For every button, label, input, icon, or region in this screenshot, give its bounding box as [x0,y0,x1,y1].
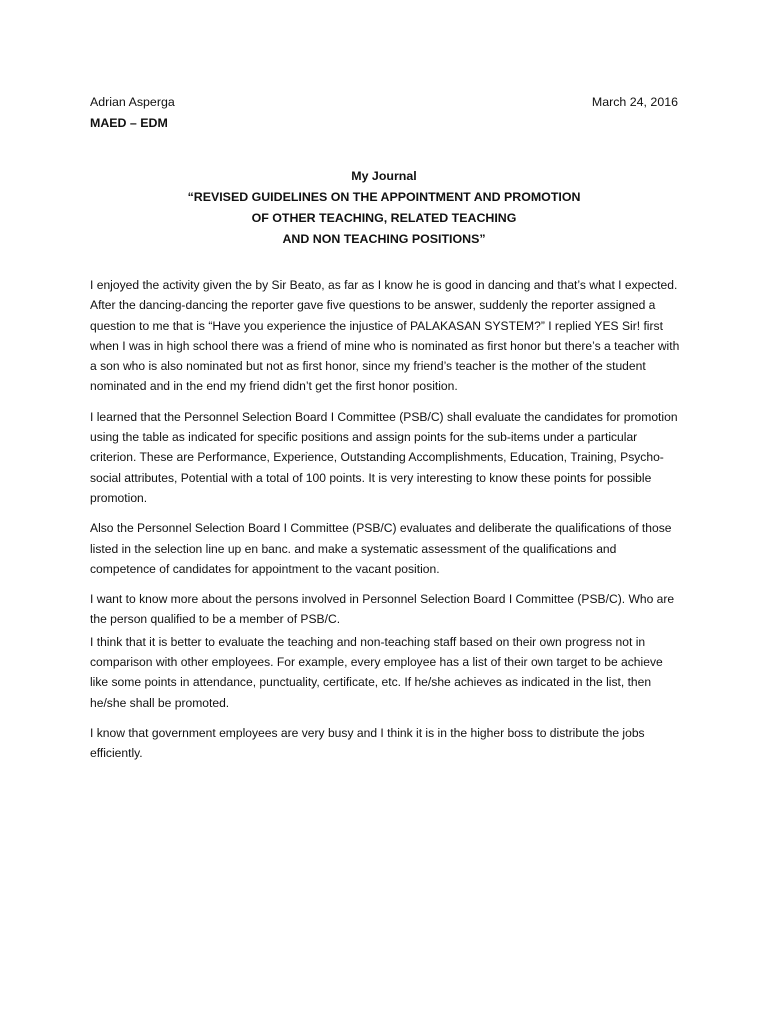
author-name: Adrian Asperga [90,95,175,109]
title-line: OF OTHER TEACHING, RELATED TEACHING [251,211,517,225]
paragraph: I know that government employees are very busy and I think it is in the higher boss to distribute the jobs efficiently. [90,725,645,761]
title-line: AND NON TEACHING POSITIONS” [282,232,486,246]
document-title [90,166,678,250]
paragraph: I think that it is better to evaluate the teaching and non-teaching staff based on their own progress not in comparison with other employees. For example, every employee has a list of their own target to be achieve like some points in attendance, punctuality, certificate, etc. If he/she achieves as indicated in the list, then he/she shall be promoted. [90,634,663,710]
header-row [90,92,678,113]
paragraph: Also the Personnel Selection Board I Committee (PSB/C) evaluates and deliberate the qualifications of those listed in the selection line up en banc. and make a systematic assessment of the qualifications and competence of candidates for appointment to the vacant position. [90,521,672,576]
journal-body [90,275,684,774]
paragraph: I want to know more about the persons involved in Personnel Selection Board I Committee (PSB/C). Who are the person qualified to be a member of PSB/C. [90,592,675,627]
document-date: March 24, 2016 [591,95,678,109]
program-label: MAED – EDM [90,116,168,130]
title-line: My Journal [351,169,417,183]
paragraph: I learned that the Personnel Selection Board I Committee (PSB/C) shall evaluate the candidates for promotion using the table as indicated for specific positions and assign points for the sub-items under a particular criterion. These are Performance, Experience, Outstanding Accomplishments, Education, Training, Psycho-social attributes, Potential with a total of 100 points. It is very interesting to know these points for possible promotion. [90,409,678,505]
title-line: “REVISED GUIDELINES ON THE APPOINTMENT AND PROMOTION [187,190,581,204]
paragraph: I enjoyed the activity given the by Sir Beato, as far as I know he is good in dancing and that’s what I expected. After the dancing-dancing the reporter gave five questions to be answer, suddenly the reporter assigned a question to me that is “Have you experience the injustice of PALAKASAN SYSTEM?” I replied YES Sir! first when I was in high school there was a friend of mine who is nominated as first honor but there’s a teacher with a son who is also nominated but not as first honor, since my friend’s teacher is the mother of the student nominated and in the end my friend didn’t get the first honor position. [90,278,680,394]
